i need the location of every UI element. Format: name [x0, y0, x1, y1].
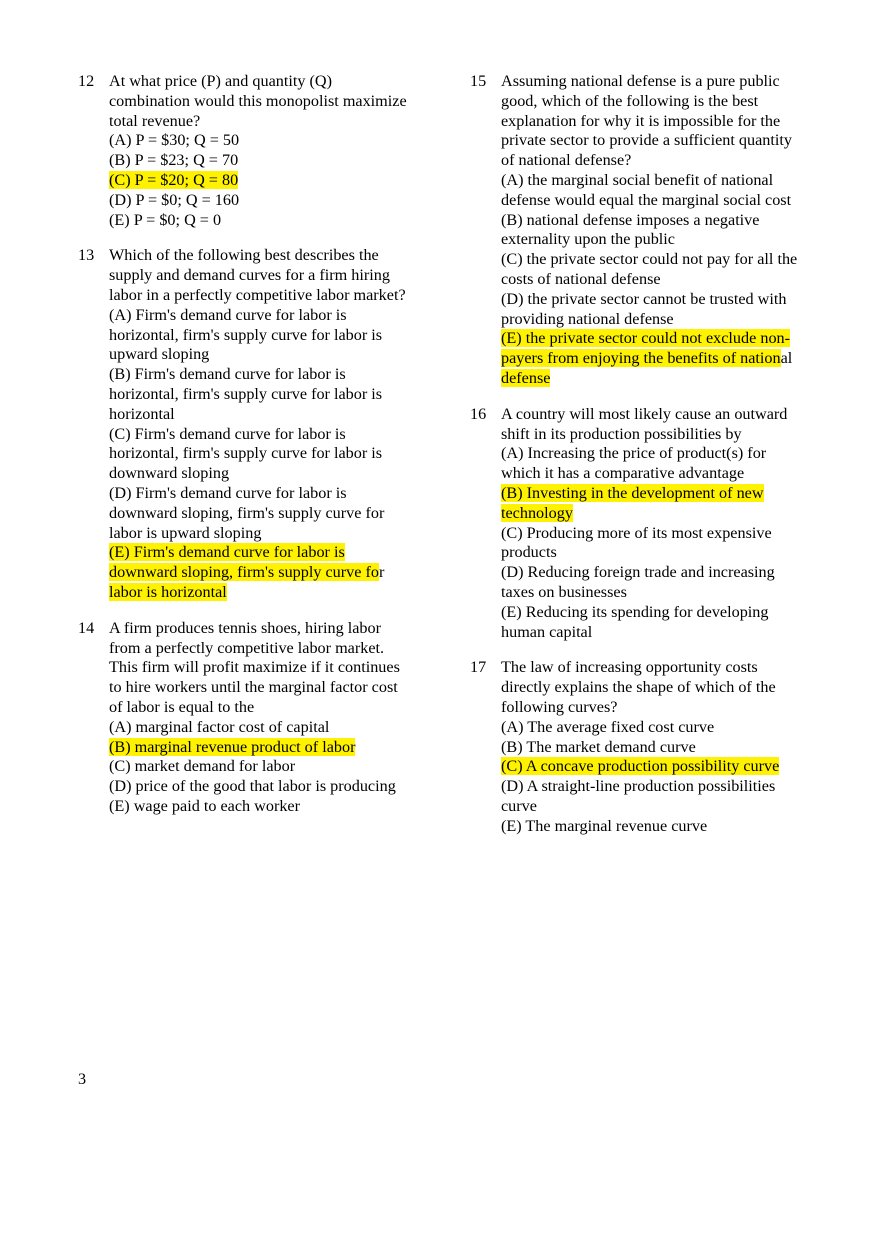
question-line: [109, 306, 433, 326]
question-line: [501, 718, 825, 738]
question-line: [109, 777, 433, 797]
line-text: upward sloping: [109, 345, 210, 364]
line-text: from a perfectly competitive labor market.: [109, 638, 385, 657]
line-text: downward sloping, firm's supply curve for: [109, 503, 385, 522]
question-line: [501, 658, 825, 678]
question-line: [501, 112, 825, 132]
line-text: A country will most likely cause an outward: [501, 404, 788, 423]
question-14: [78, 619, 433, 817]
line-text: which it has a comparative advantage: [501, 464, 745, 483]
question-line: [501, 270, 825, 290]
question-line: [109, 246, 433, 266]
line-text: of labor is equal to the: [109, 697, 255, 716]
question-line: [501, 817, 825, 837]
question-line: [109, 211, 433, 231]
line-text: horizontal, firm's supply curve for labor is: [109, 444, 383, 463]
line-text: (D) P = $0; Q = 160: [109, 190, 240, 209]
line-text: labor in a perfectly competitive labor market?: [109, 285, 406, 304]
line-text: externality upon the public: [501, 230, 675, 249]
highlighted-answer-text: (B) Investing in the development of new: [501, 483, 764, 502]
highlighted-answer-text: labor is horizontal: [109, 582, 227, 601]
question-line: [501, 603, 825, 623]
question-line: [109, 738, 433, 758]
question-line: [501, 191, 825, 211]
question-line: [501, 405, 825, 425]
question-line: [109, 286, 433, 306]
line-text: Assuming national defense is a pure public: [501, 72, 780, 90]
question-12: [78, 72, 433, 230]
line-text: good, which of the following is the best: [501, 91, 759, 110]
line-text: combination would this monopolist maximize: [109, 91, 407, 110]
line-text: (D) A straight-line production possibilities: [501, 777, 776, 796]
line-text: total revenue?: [109, 111, 201, 130]
question-line: [501, 563, 825, 583]
line-text: providing national defense: [501, 309, 674, 328]
line-text: horizontal: [109, 404, 175, 423]
line-text: horizontal, firm's supply curve for labor is: [109, 325, 383, 344]
question-line: [501, 131, 825, 151]
question-line: [501, 151, 825, 171]
line-text: labor is upward sloping: [109, 523, 262, 542]
question-15: [470, 72, 825, 389]
line-text: products: [501, 543, 557, 562]
highlighted-answer-text: (C) P = $20; Q = 80: [109, 170, 239, 189]
question-line: [109, 345, 433, 365]
question-13: [78, 246, 433, 602]
highlighted-answer-text: defense: [501, 368, 551, 387]
line-text: defense would equal the marginal social cost: [501, 190, 792, 209]
question-line: [501, 211, 825, 231]
question-line: [501, 329, 825, 349]
question-line: [501, 738, 825, 758]
line-text: (C) Producing more of its most expensive: [501, 523, 772, 542]
highlighted-answer-text: downward sloping, firm's supply curve fo: [109, 563, 379, 582]
line-text: shift in its production possibilities by: [501, 424, 742, 443]
question-line: [109, 484, 433, 504]
line-text: costs of national defense: [501, 269, 661, 288]
question-line: [501, 583, 825, 603]
question-line: [109, 639, 433, 659]
question-line: [501, 290, 825, 310]
highlighted-answer-text: (E) the private sector could not exclude non-: [501, 329, 791, 348]
highlighted-answer-text: technology: [501, 503, 573, 522]
question-line: [501, 72, 825, 92]
line-text: (B) Firm's demand curve for labor is: [109, 365, 346, 384]
question-16: [470, 405, 825, 643]
line-text: r: [378, 563, 385, 582]
line-text: This firm will profit maximize if it continues: [109, 658, 400, 677]
line-text: private sector to provide a sufficient quantity: [501, 131, 792, 150]
question-line: [501, 92, 825, 112]
line-text: (A) The average fixed cost curve: [501, 717, 715, 736]
page-number: 3: [78, 1070, 87, 1088]
line-text: Which of the following best describes the: [109, 246, 379, 265]
question-number: 17: [470, 658, 487, 677]
question-line: [109, 464, 433, 484]
highlighted-answer-text: payers from enjoying the benefits of nation: [501, 349, 781, 368]
line-text: downward sloping: [109, 464, 230, 483]
question-line: [109, 619, 433, 639]
question-line: [501, 230, 825, 250]
question-line: [501, 777, 825, 797]
highlighted-answer-text: (C) A concave production possibility curve: [501, 757, 780, 776]
question-line: [109, 524, 433, 544]
question-line: [109, 112, 433, 132]
question-line: [501, 504, 825, 524]
question-line: [109, 171, 433, 191]
line-text: curve: [501, 796, 537, 815]
line-text: (E) wage paid to each worker: [109, 796, 301, 815]
question-line: [109, 92, 433, 112]
question-line: [109, 131, 433, 151]
question-line: [501, 623, 825, 643]
question-line: [501, 797, 825, 817]
line-text: (D) Firm's demand curve for labor is: [109, 483, 347, 502]
question-line: [501, 757, 825, 777]
highlighted-answer-text: (E) Firm's demand curve for labor is: [109, 543, 345, 562]
line-text: (D) Reducing foreign trade and increasing: [501, 563, 775, 582]
line-text: (C) the private sector could not pay for all the: [501, 250, 798, 269]
question-line: [109, 365, 433, 385]
question-number: 15: [470, 72, 487, 90]
line-text: A firm produces tennis shoes, hiring labor: [109, 618, 381, 637]
question-line: [109, 698, 433, 718]
question-line: [109, 191, 433, 211]
question-number: 14: [78, 618, 95, 637]
question-line: [501, 250, 825, 270]
line-text: (E) Reducing its spending for developing: [501, 602, 769, 621]
question-line: [109, 504, 433, 524]
line-text: human capital: [501, 622, 593, 641]
question-line: [109, 266, 433, 286]
line-text: (E) P = $0; Q = 0: [109, 210, 222, 229]
line-text: (E) The marginal revenue curve: [501, 816, 708, 835]
question-number: 12: [78, 72, 95, 90]
question-line: [501, 310, 825, 330]
question-line: [109, 151, 433, 171]
question-line: [109, 658, 433, 678]
line-text: (B) P = $23; Q = 70: [109, 151, 239, 170]
question-line: [109, 444, 433, 464]
question-line: [501, 349, 825, 369]
line-text: (D) the private sector cannot be trusted with: [501, 289, 787, 308]
question-line: [501, 543, 825, 563]
question-line: [501, 171, 825, 191]
line-text: (A) marginal factor cost of capital: [109, 717, 330, 736]
question-line: [109, 425, 433, 445]
line-text: horizontal, firm's supply curve for labor is: [109, 384, 383, 403]
line-text: (A) Increasing the price of product(s) for: [501, 444, 767, 463]
line-text: (C) Firm's demand curve for labor is: [109, 424, 346, 443]
line-text: al: [780, 349, 793, 368]
question-line: [109, 326, 433, 346]
question-17: [470, 658, 825, 836]
question-line: [109, 563, 433, 583]
question-line: [109, 718, 433, 738]
question-line: [109, 797, 433, 817]
line-text: (A) the marginal social benefit of national: [501, 170, 774, 189]
line-text: (C) market demand for labor: [109, 757, 296, 776]
question-number: 16: [470, 404, 487, 423]
question-line: [109, 385, 433, 405]
line-text: to hire workers until the marginal factor cost: [109, 678, 398, 697]
line-text: (D) price of the good that labor is producing: [109, 777, 396, 796]
line-text: directly explains the shape of which of the: [501, 678, 776, 697]
line-text: explanation for why it is impossible for the: [501, 111, 781, 130]
question-line: [501, 369, 825, 389]
question-line: [109, 543, 433, 563]
line-text: (A) P = $30; Q = 50: [109, 131, 240, 150]
line-text: supply and demand curves for a firm hiring: [109, 266, 390, 285]
question-line: [501, 444, 825, 464]
line-text: (B) national defense imposes a negative: [501, 210, 760, 229]
line-text: At what price (P) and quantity (Q): [109, 72, 332, 90]
question-line: [501, 484, 825, 504]
question-line: [501, 464, 825, 484]
line-text: of national defense?: [501, 151, 632, 170]
right-column: [470, 72, 825, 852]
question-line: [501, 678, 825, 698]
question-line: [501, 524, 825, 544]
line-text: following curves?: [501, 697, 618, 716]
question-line: [109, 405, 433, 425]
question-line: [109, 72, 433, 92]
question-line: [109, 757, 433, 777]
question-line: [501, 698, 825, 718]
line-text: (A) Firm's demand curve for labor is: [109, 305, 347, 324]
question-line: [109, 678, 433, 698]
left-column: [78, 72, 433, 833]
highlighted-answer-text: (B) marginal revenue product of labor: [109, 737, 356, 756]
question-line: [501, 425, 825, 445]
line-text: taxes on businesses: [501, 582, 627, 601]
question-line: [109, 583, 433, 603]
line-text: (B) The market demand curve: [501, 737, 696, 756]
line-text: The law of increasing opportunity costs: [501, 658, 758, 677]
question-number: 13: [78, 246, 95, 265]
